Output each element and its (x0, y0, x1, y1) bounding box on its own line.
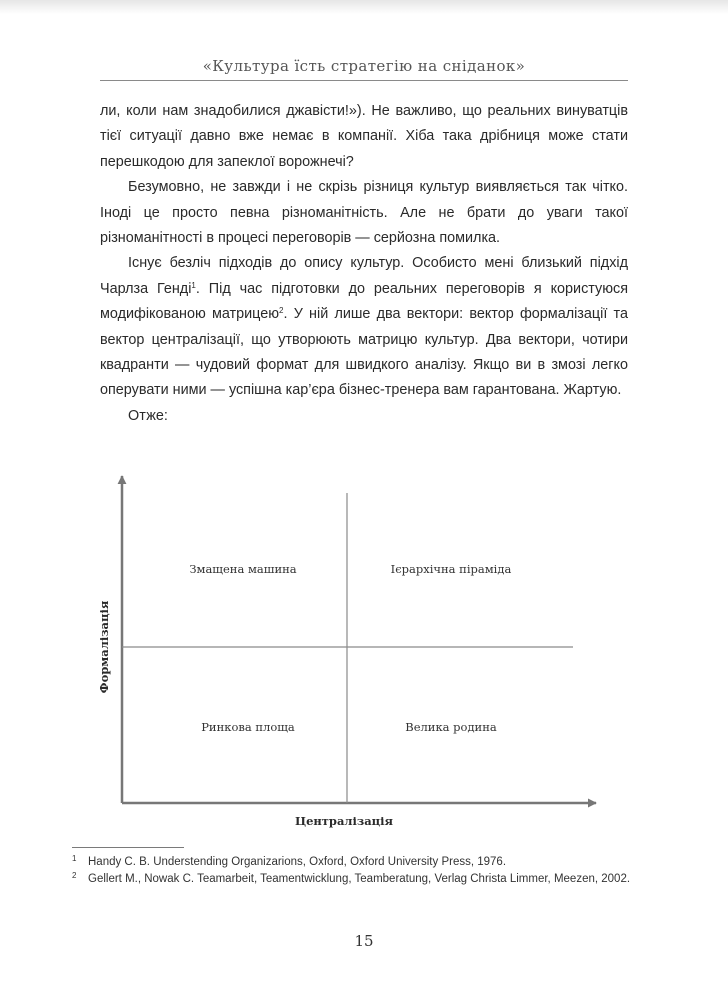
y-axis-label: Формалізація (97, 600, 111, 694)
quadrant-label-top-right: Ієрархічна піраміда (390, 562, 512, 576)
footnote-2 (72, 871, 642, 888)
paragraph-2: Безумовно, не завжди і не скрізь різниця культур виявляється так чітко. Іноді це просто певна різноманітність. Але не брати до уваги такої різноманітності в процесі переговорів — серйозна помилка. (100, 179, 628, 247)
paragraph-1: ли, коли нам знадобилися джавісти!»). Не важливо, що реальних винуватців тієї ситуації давно вже немає в компанії. Хіба така дрібниця може стати перешкодою для запеклої ворожнечі? (100, 103, 628, 170)
paragraph-3-part-2: . Під час підготовки до реальних переговорів я користуюся модифікованою матрицею (100, 280, 629, 323)
quadrant-label-top-left: Змащена машина (189, 562, 297, 576)
running-header: «Культура їсть стратегію на сніданок» (202, 57, 526, 75)
footnote-ref-2[interactable]: 2 (279, 306, 284, 316)
paragraph-3-part-3: . У ній лише два вектори: вектор формалізації та вектор централізації, що утворюють матрицю культур. Два вектори, чотири квадранти — чудовий формат для швидкого аналізу. Якщо ви в змозі легко оперувати ними — успішна кар’єра бізнес-тренера вам гарантована. Жартую. (100, 306, 628, 399)
quadrant-label-bottom-right: Велика родина (405, 720, 497, 734)
footnote-2-mark: 2 (72, 871, 77, 880)
paragraph-3-part-1: Існує безліч підходів до опису культур. Особисто мені близький підхід Чарлза Генді (100, 255, 628, 297)
x-axis-label: Централізація (294, 814, 394, 828)
page-number: 15 (354, 932, 374, 950)
footnote-1 (72, 854, 642, 871)
footnote-rule (72, 847, 184, 848)
footnote-1-mark: 1 (72, 854, 77, 863)
paragraph-4: Отже: (128, 407, 168, 424)
quadrant-label-bottom-left: Ринкова площа (201, 720, 295, 734)
footnote-ref-1[interactable]: 1 (191, 280, 196, 290)
footnote-1-text: Handy C. B. Understending Organizarions, Oxford, Oxford University Press, 1976. (88, 856, 507, 868)
footnote-2-text: Gellert M., Nowak C. Teamarbeit, Teamentwicklung, Teamberatung, Verlag Christa Limmer, Meezen, 2002. (88, 873, 631, 885)
